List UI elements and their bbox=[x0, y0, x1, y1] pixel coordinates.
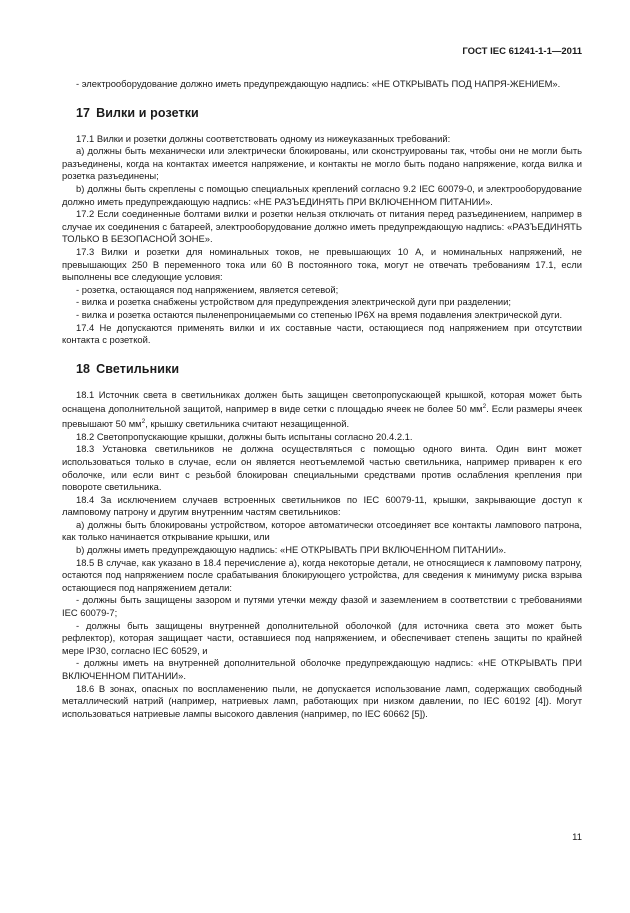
paragraph: b) должны иметь предупреждающую надпись: «НЕ ОТКРЫВАТЬ ПРИ ВКЛЮЧЕННОМ ПИТАНИИ». bbox=[76, 544, 507, 556]
paragraph bbox=[62, 389, 582, 431]
section-title: Вилки и розетки bbox=[96, 105, 199, 120]
paragraph: 18.6 В зонах, опасных по воспламенению пыли, не допускается использование ламп, содержащих свободный металлический натрий (например, натриевых ламп, работающих при низком давлении, по IEC 60192 [4]). Могут использоваться натриевые лампы высокого давления (например, по IEC 60662 [5]). bbox=[62, 682, 582, 719]
text-run: , крышку светильника считают незащищенной. bbox=[145, 418, 350, 430]
section-number: 18 bbox=[76, 361, 91, 376]
paragraph: a) должны быть блокированы устройством, которое автоматически отсоединяет все контакты лампового патрона, как только начинается открывание крышки, или bbox=[62, 518, 582, 543]
paragraph: - должны быть защищены зазором и путями утечки между фазой и заземлением в соответствии с требованиями IEC 60079-7; bbox=[62, 594, 582, 619]
paragraph: - вилка и розетка снабжены устройством для предупреждения электрической дуги при разделении; bbox=[76, 296, 511, 308]
text-run: . Если размеры ячеек превышают 50 мм bbox=[62, 403, 582, 430]
paragraph: 18.4 За исключением случаев встроенных светильников по IEC 60079-11, крышки, закрывающие доступ к ламповому патрону и другим внутренним частям светильников: bbox=[62, 493, 582, 518]
paragraph: 17.1 Вилки и розетки должны соответствовать одному из нижеуказанных требований: bbox=[76, 132, 451, 144]
paragraph: 18.2 Светопропускающие крышки, должны быть испытаны согласно 20.4.2.1. bbox=[76, 430, 413, 442]
section-heading-17 bbox=[76, 106, 582, 120]
section-heading-18 bbox=[76, 362, 582, 376]
paragraph: 17.2 Если соединенные болтами вилки и розетки нельзя отключать от питания перед разъединением, например в случае их соединения с батареей, электрооборудование должно иметь предупреждающую надпись: «РАЗЪЕДИНЯТЬ ТОЛЬКО В БЕЗОПАСНОЙ ЗОНЕ». bbox=[62, 208, 582, 245]
page-number: 11 bbox=[572, 832, 582, 843]
superscript: 2 bbox=[141, 418, 146, 425]
superscript: 2 bbox=[482, 403, 487, 411]
paragraph: 17.3 Вилки и розетки для номинальных токов, не превышающих 10 А, и номинальных напряжений, не превышающих 250 В переменного тока или 60 В постоянного тока, могут не отвечать требованиям 17.1, если выполнены все следующие условия: bbox=[62, 245, 582, 283]
paragraph: a) должны быть механически или электрически блокированы, или сконструированы так, чтобы они не могли быть разъединены, когда на контактах имеется напряжение, и контакты не могло быть подано напряжение, когда вилка и розетка разъединены; bbox=[62, 145, 582, 182]
section-number: 17 bbox=[76, 105, 91, 120]
text-run: 18.1 Источник света в светильниках должен быть защищен светопропускающей крышкой, которая может быть оснащена дополнительной защитой, например в виде сетки с площадью ячеек не более 50 мм bbox=[62, 388, 582, 415]
paragraph: 18.5 В случае, как указано в 18.4 перечисление a), когда некоторые детали, не относящиеся к ламповому патрону, остаются под напряжением после срабатывания блокирующего устройства, для сведения к минимуму риска взрыва остающиеся под напряжением детали: bbox=[62, 556, 582, 593]
paragraph: - должны быть защищены внутренней дополнительной оболочкой (для источника света это может быть рефлектор), которая защищает части, оставшиеся под напряжением, и обеспечивает степень защиты по крайней мере IP30, согласно IEC 60529, и bbox=[62, 619, 582, 656]
paragraph: 18.3 Установка светильников не должна осуществляться с помощью одного винта. Один винт может использоваться только в случае, если он является неотъемлемой частью светильника, например приварен к его оболочке, или если винт с резьбой блокирован специальными средствами против ослабления крепления при повороте светильника. bbox=[62, 443, 582, 493]
standard-header: ГОСТ IEC 61241-1-1—2011 bbox=[462, 46, 582, 57]
paragraph: - розетка, остающаяся под напряжением, является сетевой; bbox=[76, 283, 339, 295]
paragraph: - электрооборудование должно иметь предупреждающую надпись: «НЕ ОТКРЫВАТЬ ПОД НАПРЯ-ЖЕНИЕМ». bbox=[76, 78, 561, 89]
section-title: Светильники bbox=[96, 361, 180, 376]
document-body bbox=[62, 78, 582, 720]
paragraph: 17.4 Не допускаются применять вилки и их составные части, остающиеся под напряжением при отсутствии контакта с розеткой. bbox=[62, 321, 582, 346]
paragraph: - должны иметь на внутренней дополнительной оболочке предупреждающую надпись: «НЕ ОТКРЫВАТЬ ПРИ ВКЛЮЧЕННОМ ПИТАНИИ». bbox=[62, 657, 582, 681]
paragraph: - вилка и розетка остаются пыленепроницаемыми со степенью IP6X на время подавления электрической дуги. bbox=[76, 308, 563, 320]
paragraph: b) должны быть скреплены с помощью специальных креплений согласно 9.2 IEC 60079-0, и электрооборудование должно иметь предупреждающую надпись: «НЕ РАЗЪЕДИНЯТЬ ПРИ ВКЛЮЧЕННОМ ПИТАНИИ». bbox=[62, 182, 582, 207]
